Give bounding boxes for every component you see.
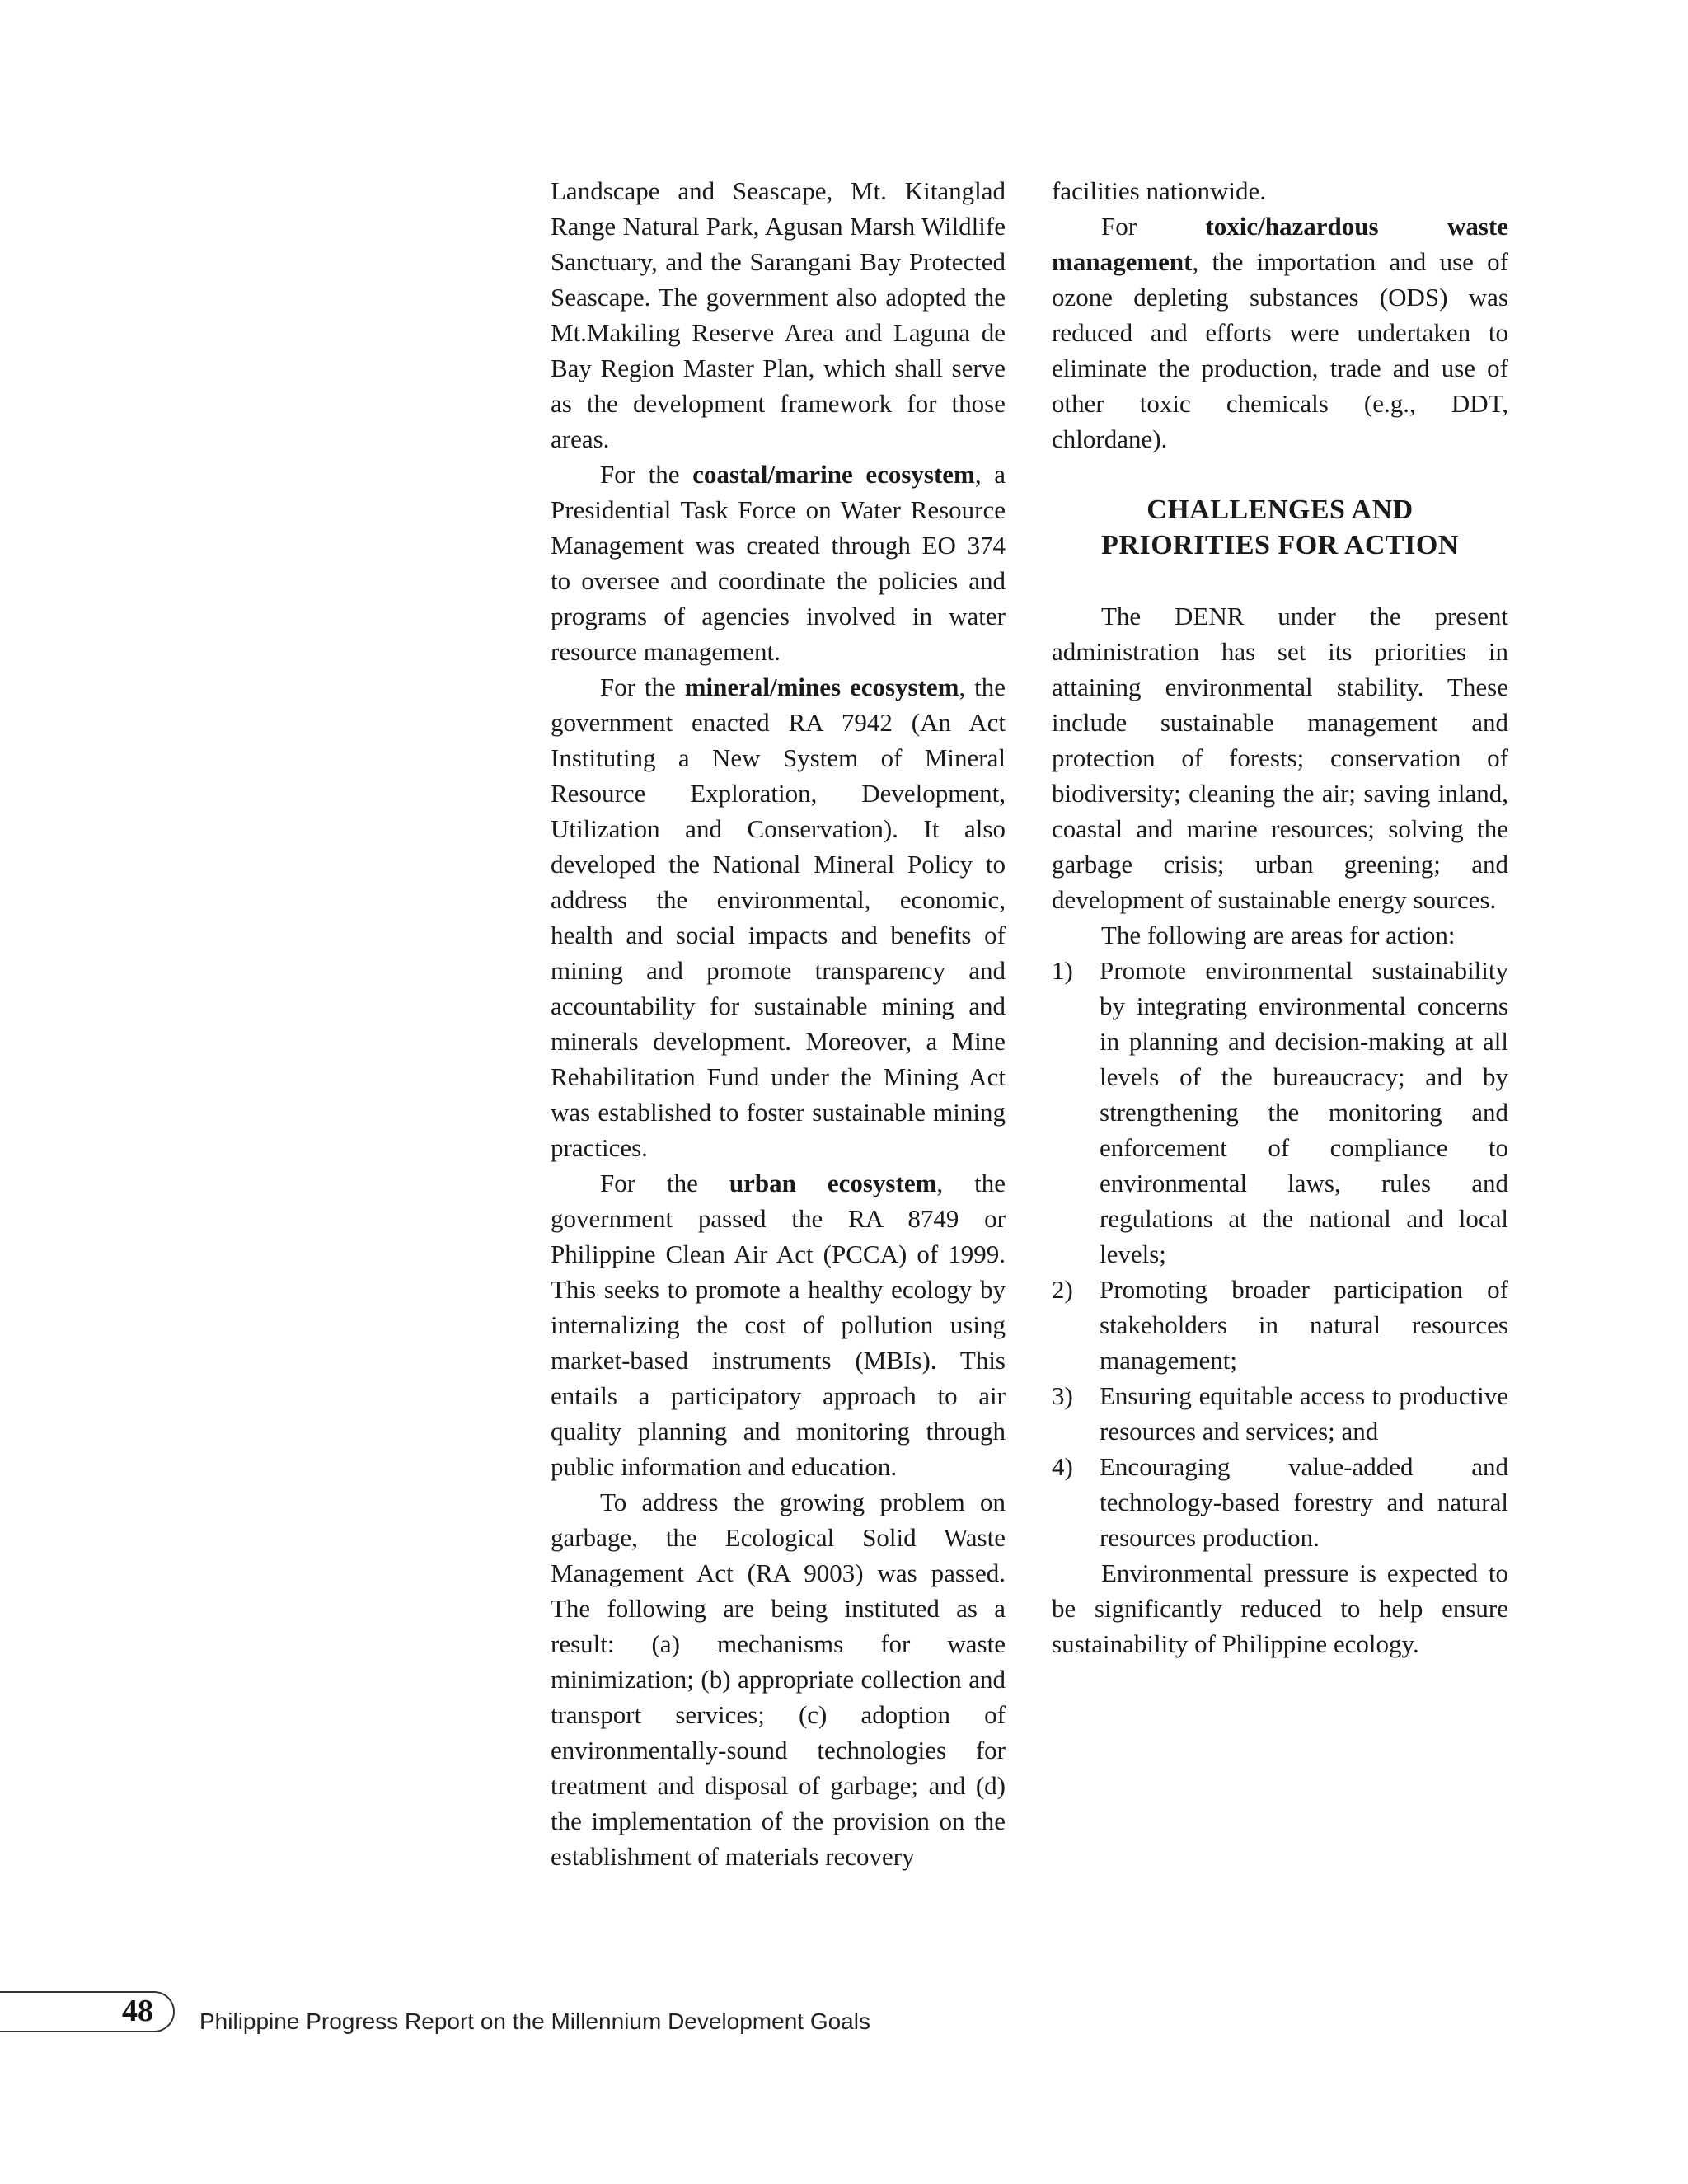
list-item — [1052, 953, 1508, 1272]
text: For the — [600, 673, 685, 701]
paragraph-areas-intro: The following are areas for action: — [1101, 921, 1456, 949]
list-number: 4) — [1052, 1452, 1073, 1481]
heading-line: PRIORITIES FOR ACTION — [1101, 530, 1459, 560]
list-item — [1052, 1378, 1508, 1449]
paragraph-toxic-waste — [1052, 209, 1508, 457]
left-column — [551, 173, 1006, 1874]
right-column — [1052, 173, 1508, 1661]
paragraph-mineral-mines — [551, 669, 1006, 1165]
text: , the government passed the RA 8749 or Philippine Clean Air Act (PCCA) of 1999. This seeks to promote a healthy ecology by internalizing the cost of pollution using market-based instruments (MBIs). This entails a participatory approach to air quality planning and monitoring through public information and education. — [551, 1169, 1006, 1481]
list-item — [1052, 1449, 1508, 1555]
footer-title: Philippine Progress Report on the Millennium Development Goals — [199, 2008, 870, 2034]
paragraph-priorities: The DENR under the present administration has set its priorities in attaining environmental stability. These include sustainable management and protection of forests; conservation of biodiversity; cleaning the air; saving inland, coastal and marine resources; solving the garbage crisis; urban greening; and development of sustainable energy sources. — [1052, 602, 1508, 914]
bold-term: toxic/hazardous waste management — [1052, 212, 1508, 276]
list-number: 1) — [1052, 956, 1073, 985]
paragraph-conclusion: Environmental pressure is expected to be significantly reduced to help ensure sustainability of Philippine ecology. — [1052, 1558, 1508, 1658]
list-text: Promoting broader participation of stakeholders in natural resources management; — [1100, 1275, 1508, 1375]
paragraph-garbage: To address the growing problem on garbage, the Ecological Solid Waste Management Act (RA 9003) was passed. The following are being instituted as a result: (a) mechanisms for waste minimization; (b) appropriate collection and transport services; (c) adoption of environmentally-sound technologies for treatment and disposal of garbage; and (d) the implementation of the provision on the establishment of materials recovery — [551, 1488, 1006, 1871]
list-text: Encouraging value-added and technology-based forestry and natural resources production. — [1100, 1452, 1508, 1552]
bold-term: urban ecosystem — [729, 1169, 937, 1197]
paragraph: facilities nationwide. — [1052, 176, 1266, 205]
list-item — [1052, 1272, 1508, 1378]
list-number: 3) — [1052, 1381, 1073, 1410]
action-list — [1052, 953, 1508, 1555]
text: For — [1101, 212, 1206, 241]
paragraph-urban — [551, 1165, 1006, 1484]
text: , a Presidential Task Force on Water Resource Management was created through EO 374 to oversee and coordinate the policies and programs of agencies involved in water resource management. — [551, 460, 1006, 666]
heading-line: CHALLENGES AND — [1146, 494, 1414, 525]
text: For the — [600, 1169, 729, 1197]
list-number: 2) — [1052, 1275, 1073, 1304]
bold-term: coastal/marine ecosystem — [692, 460, 975, 489]
list-text: Promote environmental sustainability by integrating environmental concerns in planning and decision-making at all levels of the bureaucracy; and by strengthening the monitoring and enforcement of compliance to environmental laws, rules and regulations at the national and local levels; — [1100, 956, 1508, 1268]
paragraph: Landscape and Seascape, Mt. Kitanglad Range Natural Park, Agusan Marsh Wildlife Sanctuary, and the Sarangani Bay Protected Seascape. The government also adopted the Mt.Makiling Reserve Area and Laguna de Bay Region Master Plan, which shall serve as the development framework for those areas. — [551, 176, 1006, 453]
list-text: Ensuring equitable access to productive resources and services; and — [1100, 1381, 1508, 1446]
text: , the importation and use of ozone depleting substances (ODS) was reduced and efforts were undertaken to eliminate the production, trade and use of other toxic chemicals (e.g., DDT, chlordane). — [1052, 247, 1508, 453]
page-number: 48 — [122, 1994, 153, 2028]
paragraph-coastal-marine — [551, 457, 1006, 669]
text: , the government enacted RA 7942 (An Act Instituting a New System of Mineral Resource Exploration, Development, Utilization and Conservation). It also developed the National Mineral Policy to address the environmental, economic, health and social impacts and benefits of mining and promote transparency and accountability for sustainable mining and minerals development. Moreover, a Mine Rehabilitation Fund under the Mining Act was established to foster sustainable mining practices. — [551, 673, 1006, 1162]
page-footer — [0, 1986, 1688, 2044]
section-heading — [1052, 492, 1508, 563]
bold-term: mineral/mines ecosystem — [684, 673, 959, 701]
text: For the — [600, 460, 693, 489]
